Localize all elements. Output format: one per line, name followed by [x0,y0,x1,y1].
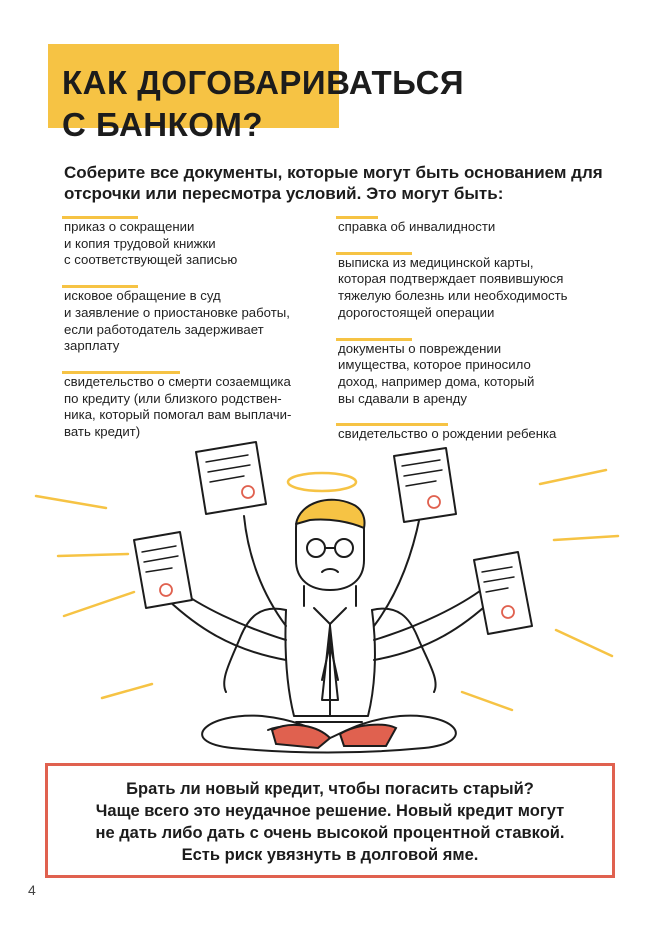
item-marker [336,423,448,426]
warning-notice-box [45,763,615,878]
list-item: свидетельство о рождении ребенка [338,426,608,443]
item-marker [336,338,412,341]
page-number: 4 [28,882,36,898]
list-item: справка об инвалидности [338,219,608,236]
item-marker [62,216,138,219]
list-item: документы о повреждении имущества, которое приносило доход, например дома, который вы сдавали в аренду [338,341,608,408]
item-marker [62,285,138,288]
list-item: выписка из медицинской карты, которая подтверждает появившуюся тяжелую болезнь или необходимость дорогостоящей операции [338,255,608,322]
list-item: приказ о сокращении и копия трудовой книжки с соответствующей записью [64,219,334,269]
title-line-1: КАК ДОГОВАРИВАТЬСЯ [62,64,465,101]
documents-list-left [64,214,334,441]
notice-text: Брать ли новый кредит, чтобы погасить старый? Чаще всего это неудачное решение. Новый кредит могут не дать либо дать с очень высокой процентной ставкой. Есть риск увязнуть в долговой яме. [95,780,565,864]
page-title [62,62,464,146]
documents-list-right [338,214,608,443]
item-marker [62,371,180,374]
intro-text: Соберите все документы, которые могут быть основанием для отсрочки или пересмотра условий. Это могут быть: [64,163,603,203]
item-marker [336,252,412,255]
title-line-2: С БАНКОМ? [62,106,264,143]
list-item: исковое обращение в суд и заявление о приостановке работы, если работодатель задерживает зарплату [64,288,334,355]
person-with-six-arms-holding-documents-icon [0,430,657,770]
list-item: свидетельство о смерти созаемщика по кредиту (или близкого родствен- ника, который помогал вам выплачи- вать кредит) [64,374,334,441]
item-marker [336,216,378,219]
